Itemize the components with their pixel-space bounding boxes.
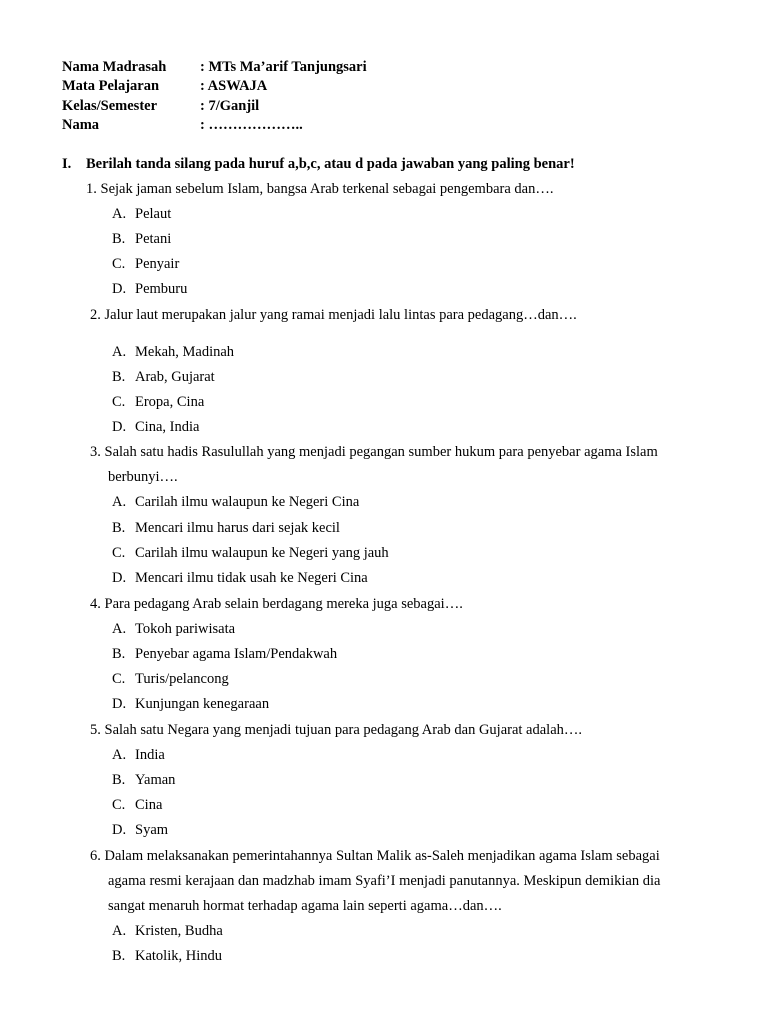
option-text: Kristen, Budha [135,923,223,939]
option-text: Carilah ilmu walaupun ke Negeri yang jauh [135,545,389,561]
option-text: Kunjungan kenegaraan [135,696,270,712]
question-3-text-line-2: berbunyi…. [108,469,178,485]
option-letter: C. [112,797,126,813]
question-4-option-c[interactable] [112,670,229,688]
option-text: Penyebar agama Islam/Pendakwah [135,646,338,662]
question-6-text-line-2: agama resmi kerajaan dan madzhab imam Syafi’I menjadi panutannya. Meskipun demikian dia [108,873,661,889]
section-number: I. [62,156,72,172]
question-1-option-c[interactable] [112,255,179,273]
question-6-option-b[interactable] [112,947,222,965]
option-letter: B. [112,772,126,788]
question-1-text: 1. Sejak jaman sebelum Islam, bangsa Arab terkenal sebagai pengembara dan…. [86,181,554,197]
header-value-name: : ……………….. [200,117,303,133]
option-text: Tokoh pariwisata [135,621,236,637]
option-letter: D. [112,419,127,435]
question-2-option-a[interactable] [112,343,234,361]
header-value-madrasah: : MTs Ma’arif Tanjungsari [200,59,367,75]
option-text: Mencari ilmu harus dari sejak kecil [135,520,340,536]
question-4-text: 4. Para pedagang Arab selain berdagang mereka juga sebagai…. [90,596,463,612]
option-text: Pemburu [135,281,188,297]
question-5-option-c[interactable] [112,796,162,814]
option-letter: C. [112,545,126,561]
option-letter: A. [112,747,127,763]
option-text: Arab, Gujarat [135,369,215,385]
question-1-option-b[interactable] [112,230,171,248]
option-text: Yaman [135,772,176,788]
header-label-madrasah: Nama Madrasah [62,59,167,75]
question-6-option-a[interactable] [112,922,223,940]
option-text: India [135,747,165,763]
option-letter: D. [112,281,127,297]
option-letter: B. [112,520,126,536]
option-text: Turis/pelancong [135,671,229,687]
question-3-option-c[interactable] [112,544,389,562]
option-text: Pelaut [135,206,172,222]
header-label-name: Nama [62,117,100,133]
question-3-option-b[interactable] [112,519,340,537]
option-letter: A. [112,621,127,637]
question-2-option-d[interactable] [112,418,199,436]
option-letter: D. [112,696,127,712]
question-5-option-b[interactable] [112,771,175,789]
option-letter: B. [112,231,126,247]
option-text: Eropa, Cina [135,394,205,410]
option-letter: C. [112,256,126,272]
option-text: Katolik, Hindu [135,948,222,964]
option-letter: B. [112,646,126,662]
question-2-option-b[interactable] [112,368,215,386]
question-6-text-line-3: sangat menaruh hormat terhadap agama lain seperti agama…dan…. [108,898,502,914]
option-letter: B. [112,948,126,964]
option-letter: A. [112,494,127,510]
option-letter: A. [112,923,127,939]
option-text: Mencari ilmu tidak usah ke Negeri Cina [135,570,368,586]
option-letter: A. [112,206,127,222]
question-4-option-d[interactable] [112,695,269,713]
option-letter: A. [112,344,127,360]
question-5-option-d[interactable] [112,821,168,839]
question-5-option-a[interactable] [112,746,165,764]
question-2-text: 2. Jalur laut merupakan jalur yang ramai menjadi lalu lintas para pedagang…dan…. [90,307,577,323]
option-letter: C. [112,671,126,687]
question-3-text-line-1: 3. Salah satu hadis Rasulullah yang menjadi pegangan sumber hukum para penyebar agama Islam [90,444,658,460]
question-1-option-a[interactable] [112,205,171,223]
option-text: Carilah ilmu walaupun ke Negeri Cina [135,494,360,510]
option-text: Syam [135,822,169,838]
question-2-option-c[interactable] [112,393,204,411]
option-letter: D. [112,570,127,586]
section-instruction: Berilah tanda silang pada huruf a,b,c, atau d pada jawaban yang paling benar! [86,156,575,172]
header-value-class: : 7/Ganjil [200,98,260,114]
question-3-option-d[interactable] [112,569,368,587]
option-text: Cina, India [135,419,200,435]
option-text: Petani [135,231,172,247]
question-4-option-b[interactable] [112,645,337,663]
header-label-class: Kelas/Semester [62,98,158,114]
option-letter: B. [112,369,126,385]
question-6-text-line-1: 6. Dalam melaksanakan pemerintahannya Sultan Malik as-Saleh menjadikan agama Islam sebagai [90,848,660,864]
option-text: Cina [135,797,163,813]
option-letter: C. [112,394,126,410]
option-text: Penyair [135,256,180,272]
option-letter: D. [112,822,127,838]
question-1-option-d[interactable] [112,280,187,298]
option-text: Mekah, Madinah [135,344,235,360]
question-5-text: 5. Salah satu Negara yang menjadi tujuan para pedagang Arab dan Gujarat adalah…. [90,722,583,738]
header-value-subject: : ASWAJA [200,78,268,94]
question-4-option-a[interactable] [112,620,235,638]
question-3-option-a[interactable] [112,493,359,511]
header-label-subject: Mata Pelajaran [62,78,160,94]
